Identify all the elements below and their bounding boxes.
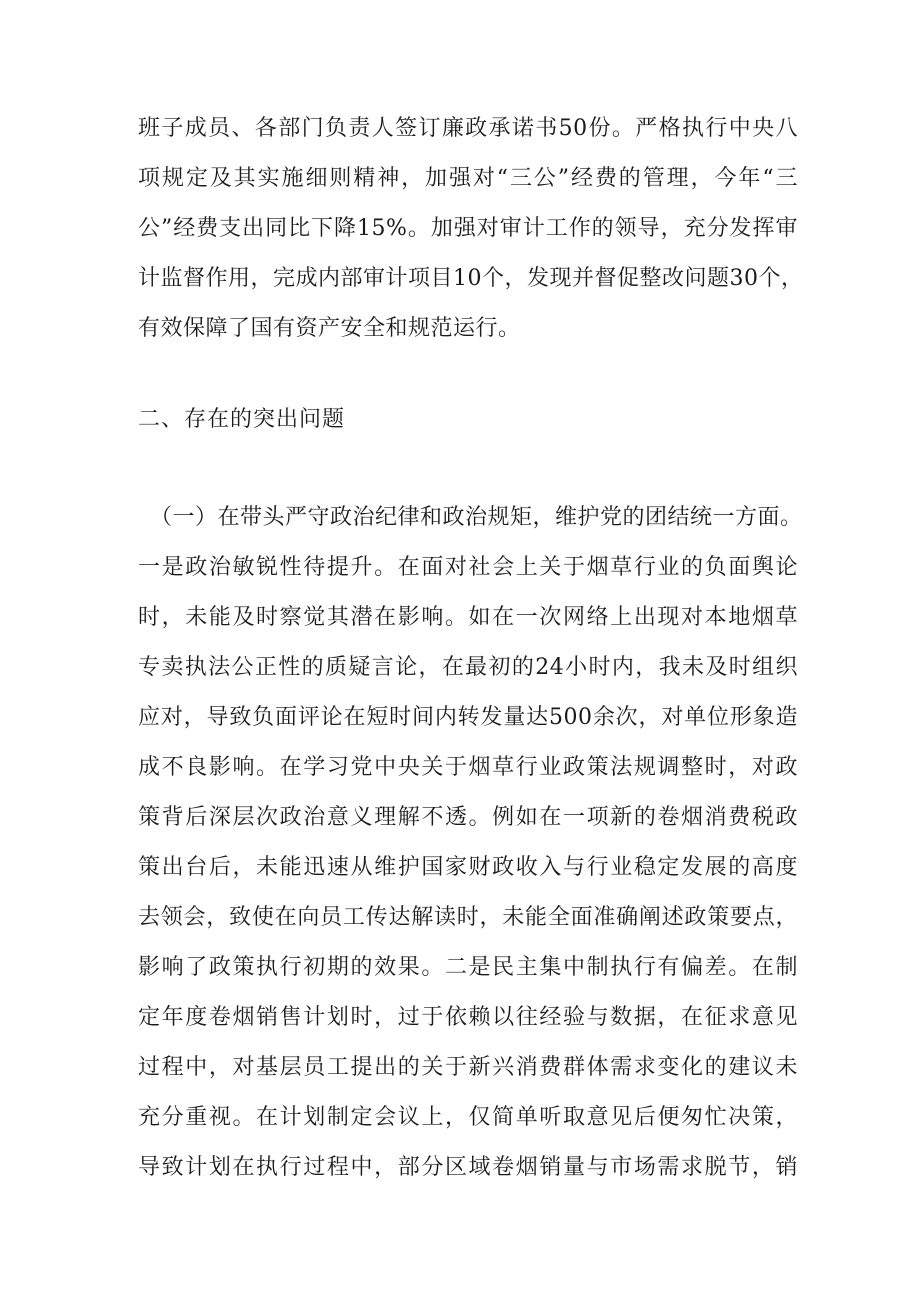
text-line: 计监督作用，完成内部审计项目10个，发现并督促整改问题30个， [138,266,804,291]
text-line: 充分重视。在计划制定会议上，仅简单听取意见后便匆忙决策， [138,1105,798,1130]
text-line: 专卖执法公正性的质疑言论，在最初的24小时内，我未及时组织 [138,655,798,680]
text-line: 定年度卷烟销售计划时，过于依赖以往经验与数据，在征求意见 [138,1005,798,1030]
text-line: 影响了政策执行初期的效果。二是民主集中制执行有偏差。在制 [138,955,798,980]
text-line: 策出台后，未能迅速从维护国家财政收入与行业稳定发展的高度 [138,855,798,880]
text-line: 去领会，致使在向员工传达解读时，未能全面准确阐述政策要点， [138,905,798,930]
text-line: 一是政治敏锐性待提升。在面对社会上关于烟草行业的负面舆论 [138,555,798,580]
text-line: 应对，导致负面评论在短时间内转发量达500余次，对单位形象造 [138,705,798,730]
text-line: （一）在带头严守政治纪律和政治规矩，维护党的团结统一方面。 [150,505,803,530]
text-line: 项规定及其实施细则精神，加强对“三公”经费的管理，今年“三 [138,166,798,191]
text-line: 时，未能及时察觉其潜在影响。如在一次网络上出现对本地烟草 [138,605,798,630]
text-line: 公”经费支出同比下降15%。加强对审计工作的领导，充分发挥审 [138,216,798,241]
text-line: 成不良影响。在学习党中央关于烟草行业政策法规调整时，对政 [138,755,798,780]
text-line: 过程中，对基层员工提出的关于新兴消费群体需求变化的建议未 [138,1055,798,1080]
text-line: 导致计划在执行过程中，部分区域卷烟销量与市场需求脱节，销 [138,1155,798,1180]
section-heading: 二、存在的突出问题 [138,407,346,432]
text-line: 策背后深层次政治意义理解不透。例如在一项新的卷烟消费税政 [138,805,798,830]
text-line: 班子成员、各部门负责人签订廉政承诺书50份。严格执行中央八 [138,116,798,141]
text-line: 有效保障了国有资产安全和规范运行。 [138,316,521,341]
